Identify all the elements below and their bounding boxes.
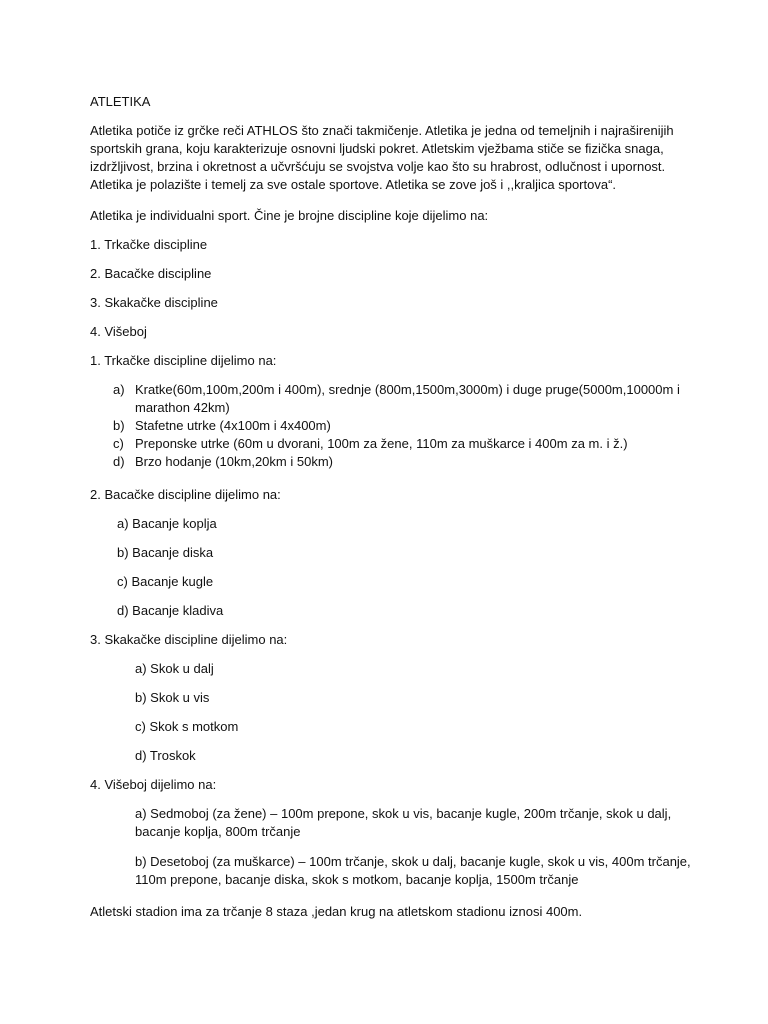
list-marker: c): [113, 436, 124, 451]
running-item-line: Kratke(60m,100m,200m i 400m), srednje (800m,1500m,3000m) i duge pruge(5000m,10000m i: [135, 382, 680, 397]
running-item-text: Preponske utrke (60m u dvorani, 100m za žene, 110m za muškarce i 400m za m. i ž.): [135, 436, 628, 451]
jumping-item: b) Skok u vis: [135, 690, 210, 705]
combined-item: [135, 853, 691, 889]
discipline-item: 3. Skakačke discipline: [90, 295, 218, 310]
list-marker: a): [113, 382, 125, 397]
individual-sport-paragraph: Atletika je individualni sport. Čine je brojne discipline koje dijelimo na:: [90, 208, 489, 223]
combined-item-line: a) Sedmoboj (za žene) – 100m prepone, skok u vis, bacanje kugle, 200m trčanje, skok u dalj,: [135, 806, 672, 821]
jumping-item: c) Skok s motkom: [135, 719, 239, 734]
intro-line: Atletika potiče iz grčke reči ATHLOS što znači takmičenje. Atletika je jedna od temeljnih i najraširenijih: [90, 123, 674, 138]
combined-heading: 4. Višeboj dijelimo na:: [90, 777, 217, 792]
running-item-text: [135, 381, 680, 417]
running-item: [113, 417, 331, 435]
throwing-item: c) Bacanje kugle: [117, 574, 214, 589]
jumping-item: a) Skok u dalj: [135, 661, 214, 676]
running-item-text: Brzo hodanje (10km,20km i 50km): [135, 454, 333, 469]
running-item-text: Stafetne utrke (4x100m i 4x400m): [135, 418, 331, 433]
combined-item-line: b) Desetoboj (za muškarce) – 100m trčanje, skok u dalj, bacanje kugle, skok u vis, 400m trčanje,: [135, 854, 691, 869]
combined-item-line: bacanje koplja, 800m trčanje: [135, 824, 301, 839]
document-title: ATLETIKA: [90, 94, 151, 109]
discipline-item: 1. Trkačke discipline: [90, 237, 208, 252]
discipline-item: 4. Višeboj: [90, 324, 147, 339]
combined-item: [135, 805, 671, 841]
jumping-heading: 3. Skakačke discipline dijelimo na:: [90, 632, 288, 647]
throwing-item: d) Bacanje kladiva: [117, 603, 224, 618]
combined-item-line: 110m prepone, bacanje diska, skok s motkom, bacanje koplja, 1500m trčanje: [135, 872, 579, 887]
jumping-item: d) Troskok: [135, 748, 196, 763]
stadium-paragraph: Atletski stadion ima za trčanje 8 staza ,jedan krug na atletskom stadionu iznosi 400m.: [90, 904, 583, 919]
running-item: [113, 381, 680, 415]
throwing-item: b) Bacanje diska: [117, 545, 214, 560]
running-item-line: marathon 42km): [135, 400, 230, 415]
intro-paragraph: [90, 122, 674, 194]
list-marker: d): [113, 454, 125, 469]
running-item: [113, 453, 333, 471]
throwing-item: a) Bacanje koplja: [117, 516, 217, 531]
throwing-heading: 2. Bacačke discipline dijelimo na:: [90, 487, 281, 502]
intro-line: izdržljivost, brzina i okretnost a učvršćuju se svojstva volje kao što su hrabrost, odlučnost i upornost.: [90, 159, 666, 174]
discipline-item: 2. Bacačke discipline: [90, 266, 212, 281]
running-item: [113, 435, 628, 453]
running-heading: 1. Trkačke discipline dijelimo na:: [90, 353, 277, 368]
list-marker: b): [113, 418, 125, 433]
intro-line: sportskih grana, koju karakterizuje osnovni ljudski pokret. Atletskim vježbama stiče se fizička snaga,: [90, 141, 664, 156]
intro-line: Atletika je polazište i temelj za sve ostale sportove. Atletika se zove još i ,,kraljica sportova“.: [90, 177, 617, 192]
